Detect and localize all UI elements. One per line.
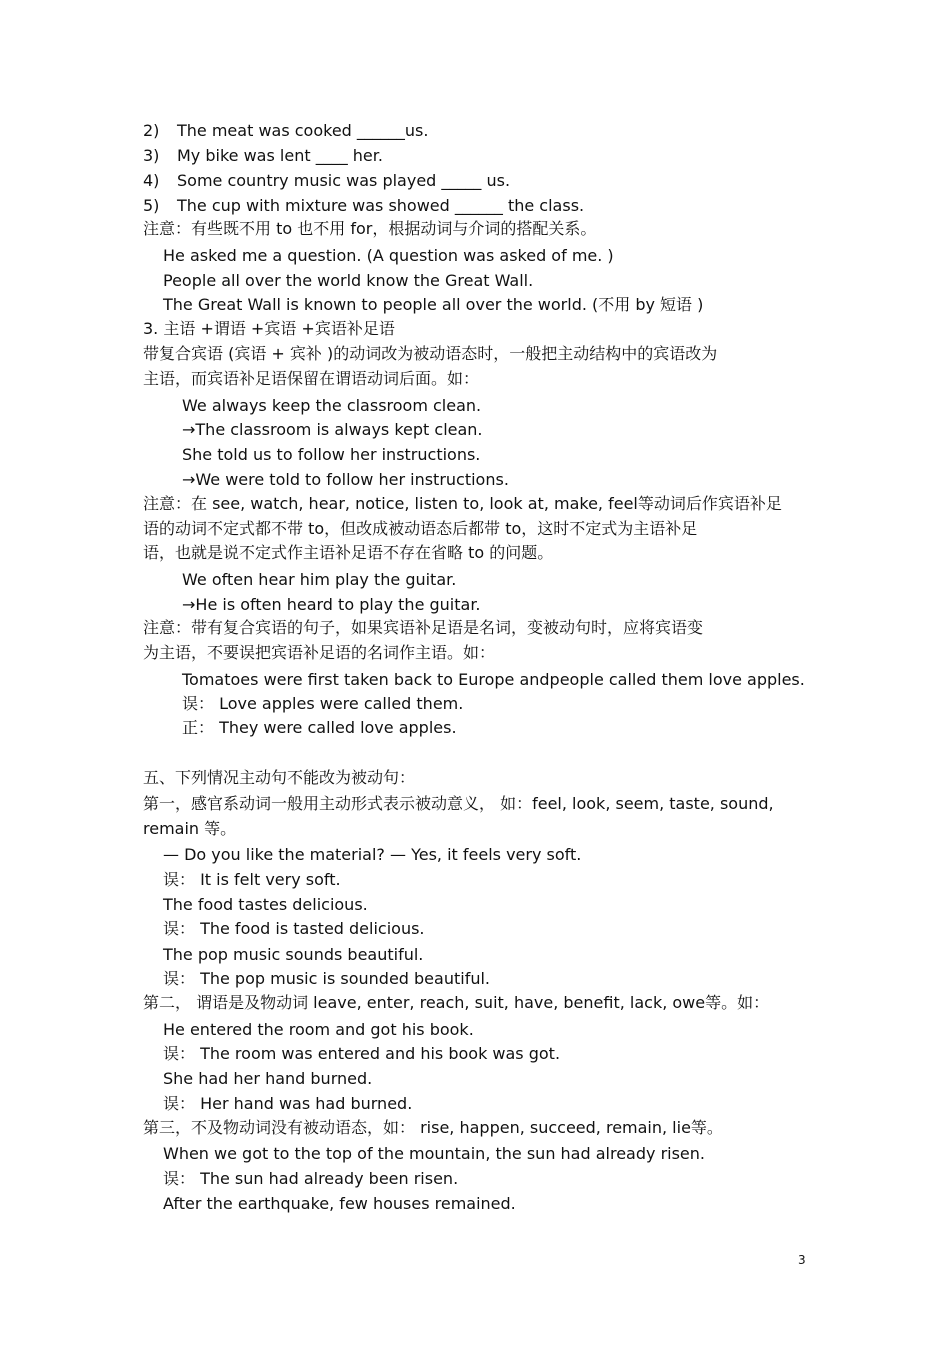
paragraph-line: 第二， 谓语是及物动词 leave, enter, reach, suit, have, benefit, lack, owe等。如：: [143, 993, 770, 1012]
item-text: The meat was cooked ______us.: [177, 121, 429, 140]
item-text: The cup with mixture was showed ______ the class.: [177, 196, 585, 215]
note-line: 注意：在 see, watch, hear, notice, listen to, look at, make, feel等动词后作宾语补足: [143, 494, 782, 513]
example-line: After the earthquake, few houses remained.: [163, 1194, 516, 1213]
example-line: People all over the world know the Great Wall.: [163, 271, 534, 290]
section-heading: 3. 主语 +谓语 +宾语 +宾语补足语: [143, 319, 395, 338]
example-line: 正： They were called love apples.: [182, 718, 457, 737]
exercise-item-2: [143, 121, 428, 141]
item-number: 3): [143, 146, 160, 165]
exercise-item-5: [143, 196, 584, 216]
example-line: 误： Her hand was had burned.: [163, 1094, 413, 1113]
note-line: 注意：带有复合宾语的句子，如果宾语补足语是名词，变被动句时，应将宾语变: [143, 618, 704, 637]
example-line: The food tastes delicious.: [163, 895, 368, 914]
example-line: 误： Love apples were called them.: [182, 694, 464, 713]
note-line: 注意：有些既不用 to 也不用 for，根据动词与介词的搭配关系。: [143, 219, 597, 238]
example-line: →He is often heard to play the guitar.: [182, 595, 481, 614]
section-heading: 五、下列情况主动句不能改为被动句：: [143, 768, 416, 787]
example-line: 误： The room was entered and his book was got.: [163, 1044, 561, 1063]
example-line: When we got to the top of the mountain, the sun had already risen.: [163, 1144, 705, 1163]
example-line: The Great Wall is known to people all over the world. (不用 by 短语 ): [163, 295, 704, 314]
note-line: 语，也就是说不定式作主语补足语不存在省略 to 的问题。: [143, 543, 554, 562]
example-line: 误： The food is tasted delicious.: [163, 919, 425, 938]
note-line: 为主语，不要误把宾语补足语的名词作主语。如：: [143, 643, 496, 662]
paragraph-line: remain 等。: [143, 819, 237, 838]
page-number: 3: [798, 1253, 806, 1267]
example-line: She had her hand burned.: [163, 1069, 373, 1088]
item-number: 2): [143, 121, 160, 140]
paragraph-line: 带复合宾语 (宾语 + 宾补 )的动词改为被动语态时，一般把主动结构中的宾语改为: [143, 344, 718, 363]
example-line: He asked me a question. (A question was asked of me. ): [163, 246, 614, 265]
example-line: 误： The sun had already been risen.: [163, 1169, 459, 1188]
example-line: We always keep the classroom clean.: [182, 396, 482, 415]
item-number: 5): [143, 196, 160, 215]
example-line: Tomatoes were first taken back to Europe andpeople called them love apples.: [182, 670, 805, 689]
example-line: →We were told to follow her instructions.: [182, 470, 509, 489]
example-line: →The classroom is always kept clean.: [182, 420, 483, 439]
item-number: 4): [143, 171, 160, 190]
example-line: The pop music sounds beautiful.: [163, 945, 424, 964]
exercise-item-4: [143, 171, 510, 191]
example-line: 误： The pop music is sounded beautiful.: [163, 969, 490, 988]
note-line: 语的动词不定式都不带 to，但改成被动语态后都带 to，这时不定式为主语补足: [143, 519, 698, 538]
example-line: We often hear him play the guitar.: [182, 570, 457, 589]
item-text: Some country music was played _____ us.: [177, 171, 511, 190]
example-line: He entered the room and got his book.: [163, 1020, 474, 1039]
exercise-item-3: [143, 146, 383, 166]
example-line: — Do you like the material? — Yes, it feels very soft.: [163, 845, 582, 864]
paragraph-line: 主语，而宾语补足语保留在谓语动词后面。如：: [143, 369, 480, 388]
item-text: My bike was lent ____ her.: [177, 146, 383, 165]
example-line: She told us to follow her instructions.: [182, 445, 481, 464]
paragraph-line: 第一，感官系动词一般用主动形式表示被动意义， 如：feel, look, seem, taste, sound,: [143, 794, 774, 813]
paragraph-line: 第三，不及物动词没有被动语态，如： rise, happen, succeed, remain, lie等。: [143, 1118, 723, 1137]
example-line: 误： It is felt very soft.: [163, 870, 341, 889]
